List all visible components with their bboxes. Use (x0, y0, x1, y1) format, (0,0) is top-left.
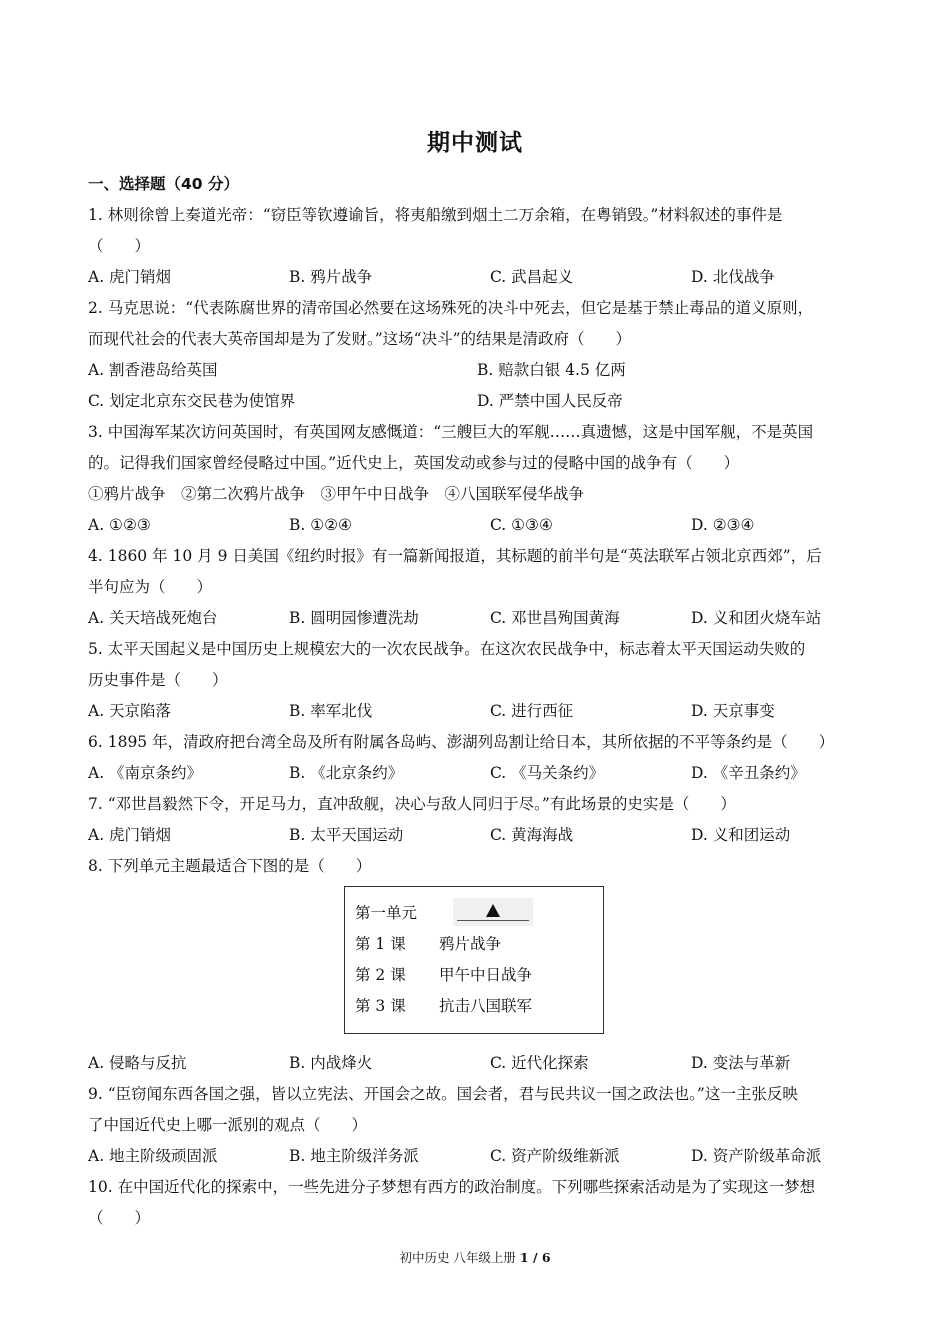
option: B. 太平天国运动 (289, 826, 404, 844)
options-row (88, 262, 866, 293)
question-text: ①鸦片战争 ②第二次鸦片战争 ③甲午中日战争 ④八国联军侵华战争 (88, 485, 585, 503)
option: D. 北伐战争 (691, 268, 775, 286)
question-text: 4. 1860 年 10 月 9 日美国《纽约时报》有一篇新闻报道，其标题的前半句是“英法联军占领北京西郊”，后 (88, 547, 822, 565)
option: A. ①②③ (88, 516, 151, 534)
question-text: （ ） (88, 1209, 151, 1227)
option: C. 近代化探索 (490, 1054, 589, 1072)
question-text: （ ） (88, 237, 151, 255)
options-row (88, 510, 866, 541)
option: B. ①②④ (289, 516, 352, 534)
option: B. 地主阶级洋务派 (289, 1147, 419, 1165)
unit-heading-row (355, 895, 593, 929)
lesson-name: 甲午中日战争 (439, 966, 533, 984)
question-text: 1. 林则徐曾上奏道光帝：“窃臣等钦遵谕旨，将夷船缴到烟土二万余箱，在粤销毁。”材料叙述的事件是 (88, 206, 783, 224)
lesson-row (355, 929, 593, 960)
underline-rule (457, 920, 529, 921)
question-text: 6. 1895 年，清政府把台湾全岛及所有附属各岛屿、澎湖列岛割让给日本，其所依据的不平等条约是（ ） (88, 733, 835, 751)
unit-figure-wrap (88, 882, 866, 1048)
page-footer (0, 1248, 950, 1266)
option: C. 黄海海战 (490, 826, 574, 844)
question-text: 7. “邓世昌毅然下令，开足马力，直冲敌舰，决心与敌人同归于尽。”有此场景的史实是（ ） (88, 795, 736, 813)
option: C. 《马关条约》 (490, 764, 605, 782)
option: D. 义和团运动 (691, 826, 791, 844)
question-text: 而现代社会的代表大英帝国却是为了发财。”这场“决斗”的结果是清政府（ ） (88, 330, 632, 348)
lesson-row (355, 991, 593, 1022)
option: A. 虎门销烟 (88, 268, 172, 286)
option: A. 地主阶级顽固派 (88, 1147, 218, 1165)
option: D. 严禁中国人民反帝 (477, 392, 623, 410)
lesson-number: 第 3 课 (355, 997, 406, 1015)
option: A. 虎门销烟 (88, 826, 172, 844)
question-text: 3. 中国海军某次访问英国时，有英国网友感慨道：“三艘巨大的军舰……真遗憾，这是中国军舰，不是英国 (88, 423, 814, 441)
lesson-name: 鸦片战争 (439, 935, 502, 953)
option: D. 天京事变 (691, 702, 775, 720)
option: B. 内战烽火 (289, 1054, 373, 1072)
option: D. 《辛丑条约》 (691, 764, 806, 782)
options-row (88, 696, 866, 727)
option: C. ①③④ (490, 516, 553, 534)
options-row (88, 1048, 866, 1079)
lesson-row (355, 960, 593, 991)
options-row (88, 355, 866, 386)
option: A. 《南京条约》 (88, 764, 203, 782)
page-title: 期中测试 (427, 130, 523, 156)
option: C. 进行西征 (490, 702, 574, 720)
option: B. 圆明园惨遭洗劫 (289, 609, 419, 627)
question-text: 9. “臣窃闻东西各国之强，皆以立宪法、开国会之故。国会者，君与民共议一国之政法也。”这一主张反映 (88, 1085, 798, 1103)
question-text: 5. 太平天国起义是中国历史上规模宏大的一次农民战争。在这次农民战争中，标志着太平天国运动失败的 (88, 640, 806, 658)
option: A. 侵略与反抗 (88, 1054, 187, 1072)
lesson-number: 第 1 课 (355, 935, 406, 953)
question-text: 的。记得我们国家曾经侵略过中国。”近代史上，英国发动或参与过的侵略中国的战争有（ ） (88, 454, 740, 472)
question-text: 了中国近代史上哪一派别的观点（ ） (88, 1116, 368, 1134)
options-row (88, 758, 866, 789)
option: D. ②③④ (691, 516, 755, 534)
option: A. 割香港岛给英国 (88, 361, 218, 379)
footer-text: 初中历史 八年级上册 (399, 1250, 520, 1265)
lesson-number: 第 2 课 (355, 966, 406, 984)
options-row (88, 603, 866, 634)
option: C. 资产阶级维新派 (490, 1147, 620, 1165)
questions-body (88, 200, 866, 1234)
unit-title: 第一单元 (355, 904, 418, 922)
option: C. 邓世昌殉国黄海 (490, 609, 620, 627)
option: B. 率军北伐 (289, 702, 373, 720)
option: A. 关天培战死炮台 (88, 609, 218, 627)
option: D. 义和团火烧车站 (691, 609, 822, 627)
unit-figure (344, 886, 604, 1034)
option: B. 《北京条约》 (289, 764, 404, 782)
triangle-icon (453, 898, 533, 926)
lesson-name: 抗击八国联军 (439, 997, 533, 1015)
question-text: 半句应为（ ） (88, 578, 213, 596)
question-text: 历史事件是（ ） (88, 671, 228, 689)
options-row (88, 820, 866, 851)
question-text: 8. 下列单元主题最适合下图的是（ ） (88, 857, 372, 875)
option: A. 天京陷落 (88, 702, 172, 720)
option: C. 划定北京东交民巷为使馆界 (88, 392, 296, 410)
options-row (88, 386, 866, 417)
option: B. 赔款白银 4.5 亿两 (477, 361, 626, 379)
section-heading: 一、选择题（40 分） (88, 175, 239, 193)
option: D. 变法与革新 (691, 1054, 791, 1072)
triangle-mark (486, 904, 500, 917)
option: B. 鸦片战争 (289, 268, 373, 286)
question-text: 10. 在中国近代化的探索中，一些先进分子梦想有西方的政治制度。下列哪些探索活动是为了实现这一梦想 (88, 1178, 816, 1196)
options-row (88, 1141, 866, 1172)
page-number: 1 / 6 (519, 1250, 551, 1265)
question-text: 2. 马克思说：“代表陈腐世界的清帝国必然要在这场殊死的决斗中死去，但它是基于禁止毒品的道义原则， (88, 299, 814, 317)
option: C. 武昌起义 (490, 268, 574, 286)
option: D. 资产阶级革命派 (691, 1147, 822, 1165)
